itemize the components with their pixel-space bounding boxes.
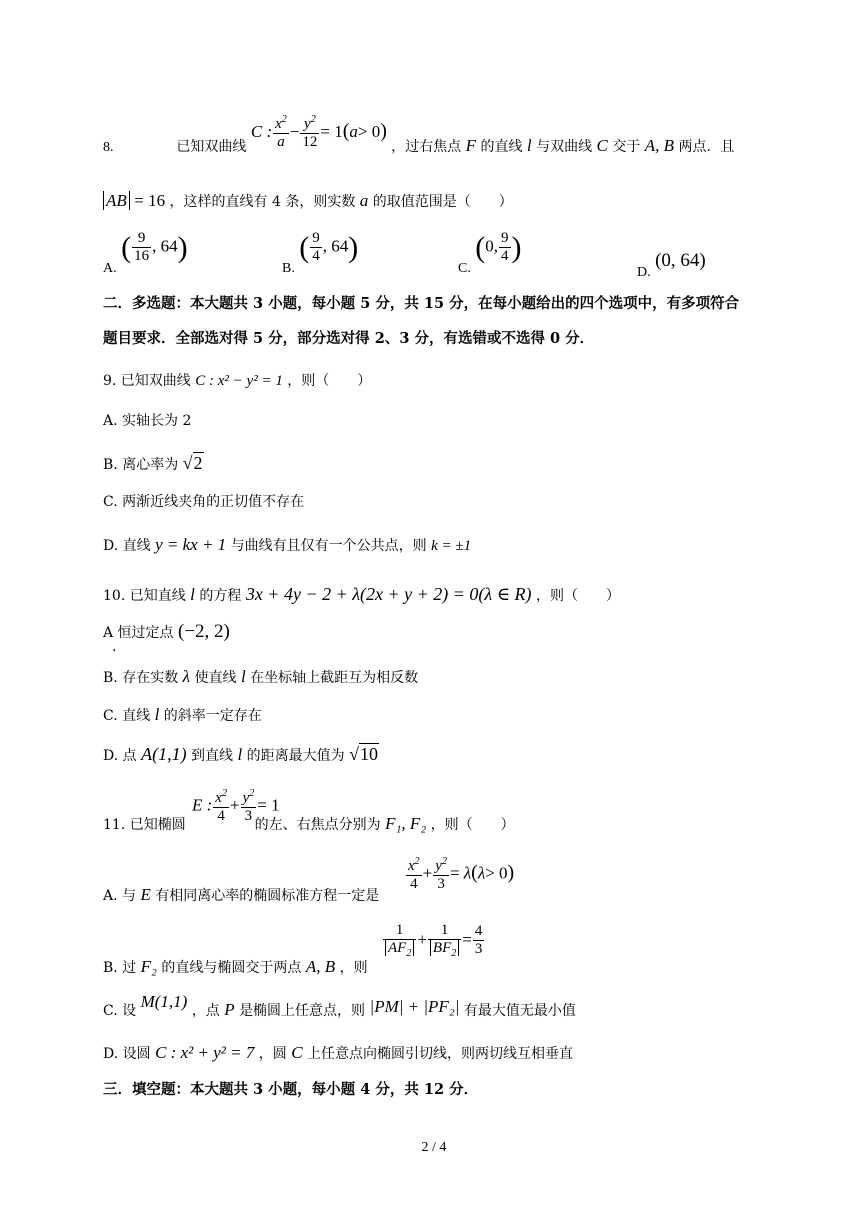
- q8-number: 8.: [103, 139, 114, 155]
- q10-option-a[interactable]: A 恒过定点 (−2, 2): [103, 621, 230, 642]
- q11-option-d[interactable]: D. 设圆 C : x² + y² = 7 ，圆 C 上任意点向椭圆引切线，则两切线互相垂直: [103, 1043, 574, 1062]
- q11-ellipse-equation: E : $\frac{x^2}{4}$ + $\frac{y^2}{3}$ = 1: [192, 788, 280, 825]
- q11-option-a-equation: $\frac{x^2}{4}$ + $\frac{y^2}{3}$ = λ(λ> 0): [408, 856, 515, 893]
- section-2-heading-line1: 二．多选题：本大题共 3 小题，每小题 5 分，共 15 分，在每小题给出的四个选项中，有多项符合: [103, 295, 740, 312]
- q8-line2: AB = 16 ，这样的直线有 4 条，则实数 a 的取值范围是（ ）: [103, 192, 513, 209]
- q9-option-c[interactable]: C. 两渐近线夹角的正切值不存在: [103, 494, 305, 510]
- q11-option-a[interactable]: A. 与 E 有相同离心率的椭圆标准方程一定是: [103, 885, 380, 904]
- sqrt-10: √10: [349, 744, 379, 764]
- q8-option-b[interactable]: B. ( $\frac{9}{4}$ , 64): [282, 230, 359, 276]
- q10-option-b[interactable]: B. 存在实数 λ 使直线 l 在坐标轴上截距互为相反数: [103, 667, 419, 686]
- page-number: 2 / 4: [421, 1140, 447, 1155]
- q9-option-a[interactable]: A. 实轴长为 2: [103, 413, 192, 429]
- q9-stem: 9. 已知双曲线 C : x² − y² = 1 ，则（ ）: [103, 373, 372, 389]
- q11-option-b-equation: $\frac{1}{AF_2}$ + $\frac{1}{BF_2}$ = $\frac{4}{3}$: [382, 922, 485, 960]
- q10-option-a-dot: .: [112, 639, 117, 655]
- section-3-heading: 三．填空题：本大题共 3 小题，每小题 4 分，共 12 分．: [103, 1081, 479, 1098]
- section-2-heading-line2: 题目要求．全部选对得 5 分，部分选对得 2、3 分，有选错或不选得 0 分．: [103, 330, 595, 347]
- q9-option-b[interactable]: B. 离心率为 √2: [103, 453, 203, 473]
- q8-option-a[interactable]: A. ( $\frac{9}{16}$ , 64): [103, 230, 188, 276]
- q11-option-b[interactable]: B. 过 F₂ 的直线与椭圆交于两点 A, B ，则: [103, 957, 368, 976]
- q9-option-d[interactable]: D. 直线 y = kx + 1 与曲线有且仅有一个公共点，则 k = ±1: [103, 535, 472, 554]
- q8-hyperbola-equation: C : $\frac{x^2}{a}$ − $\frac{y^2}{12}$ = 1(a> 0): [250, 114, 387, 151]
- q10-option-d[interactable]: D. 点 A(1,1) 到直线 l 的距离最大值为 √10: [103, 744, 379, 764]
- q8-option-d[interactable]: D. (0, 64): [637, 250, 706, 280]
- q8-abs-ab: AB: [103, 191, 130, 210]
- q8-intro: 已知双曲线: [176, 138, 247, 155]
- q10-stem: 10. 已知直线 l 的方程 3x + 4y − 2 + λ(2x + y + 2) = 0(λ ∈ R) ，则（ ）: [103, 584, 620, 604]
- sqrt-2: √2: [182, 453, 203, 473]
- q11-option-c[interactable]: C. 设 M(1,1) ，点 P 是椭圆上任意点，则 |PM| + |PF₂| 有最大值无最小值: [103, 992, 576, 1019]
- q10-option-c[interactable]: C. 直线 l 的斜率一定存在: [103, 705, 262, 724]
- q8-option-c[interactable]: C. (0, $\frac{9}{4}$ ): [458, 230, 522, 276]
- q8-line1: 8. 已知双曲线 C : $\frac{x^2}{a}$ − $\frac{y^2}{12}$ = 1(a> 0) ，过右焦点 F 的直线 l 与双曲线 C 交于 A, B 两点．且: [103, 114, 735, 155]
- q11-stem: 11. 已知椭圆 的左、右焦点分别为 F₁, F₂ ，则（ ）: [103, 814, 515, 833]
